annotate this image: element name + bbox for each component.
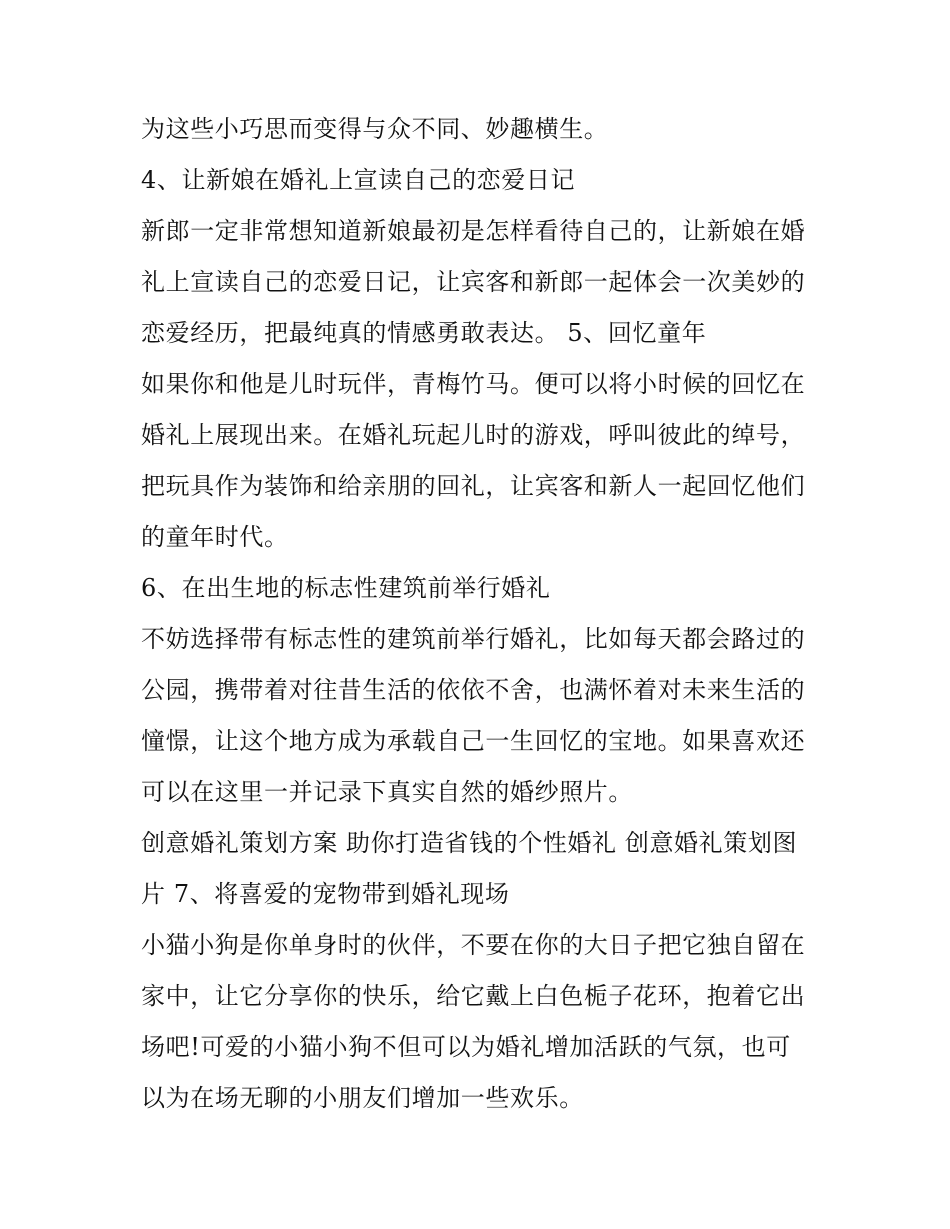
text-line: 的童年时代。 — [141, 523, 289, 551]
text-line: 以为在场无聊的小朋友们增加一些欢乐。 — [141, 1084, 584, 1112]
text-line: 可以在这里一并记录下真实自然的婚纱照片。 — [141, 778, 633, 806]
section-heading-6: 6、在出生地的标志性建筑前举行婚礼 — [141, 574, 551, 602]
text-line: 场吧!可爱的小猫小狗不但可以为婚礼增加活跃的气氛，也可 — [141, 1033, 791, 1061]
text-line: 礼上宣读自己的恋爱日记，让宾客和新郎一起体会一次美妙的 — [141, 268, 806, 296]
text-line: 把玩具作为装饰和给亲朋的回礼，让宾客和新人一起回忆他们 — [141, 472, 806, 500]
text-line: 憧憬，让这个地方成为承载自己一生回忆的宝地。如果喜欢还 — [141, 727, 806, 755]
text-line: 为这些小巧思而变得与众不同、妙趣横生。 — [141, 115, 609, 143]
text-line: 创意婚礼策划方案 助你打造省钱的个性婚礼 创意婚礼策划图 — [141, 829, 798, 857]
text-line: 恋爱经历，把最纯真的情感勇敢表达。 5、回忆童年 — [141, 319, 707, 347]
text-line: 不妨选择带有标志性的建筑前举行婚礼，比如每天都会路过的 — [141, 625, 806, 653]
text-line: 新郎一定非常想知道新娘最初是怎样看待自己的，让新娘在婚 — [141, 217, 806, 245]
text-line: 小猫小狗是你单身时的伙伴，不要在你的大日子把它独自留在 — [141, 931, 806, 959]
text-line: 家中，让它分享你的快乐，给它戴上白色栀子花环，抱着它出 — [141, 982, 806, 1010]
text-line: 婚礼上展现出来。在婚礼玩起儿时的游戏，呼叫彼此的绰号， — [141, 421, 806, 449]
text-line: 公园，携带着对往昔生活的依依不舍，也满怀着对未来生活的 — [141, 676, 806, 704]
section-heading-4: 4、让新娘在婚礼上宣读自己的恋爱日记 — [141, 166, 576, 194]
text-line: 如果你和他是儿时玩伴，青梅竹马。便可以将小时候的回忆在 — [141, 370, 806, 398]
text-line: 片 7、将喜爱的宠物带到婚礼现场 — [141, 880, 510, 908]
